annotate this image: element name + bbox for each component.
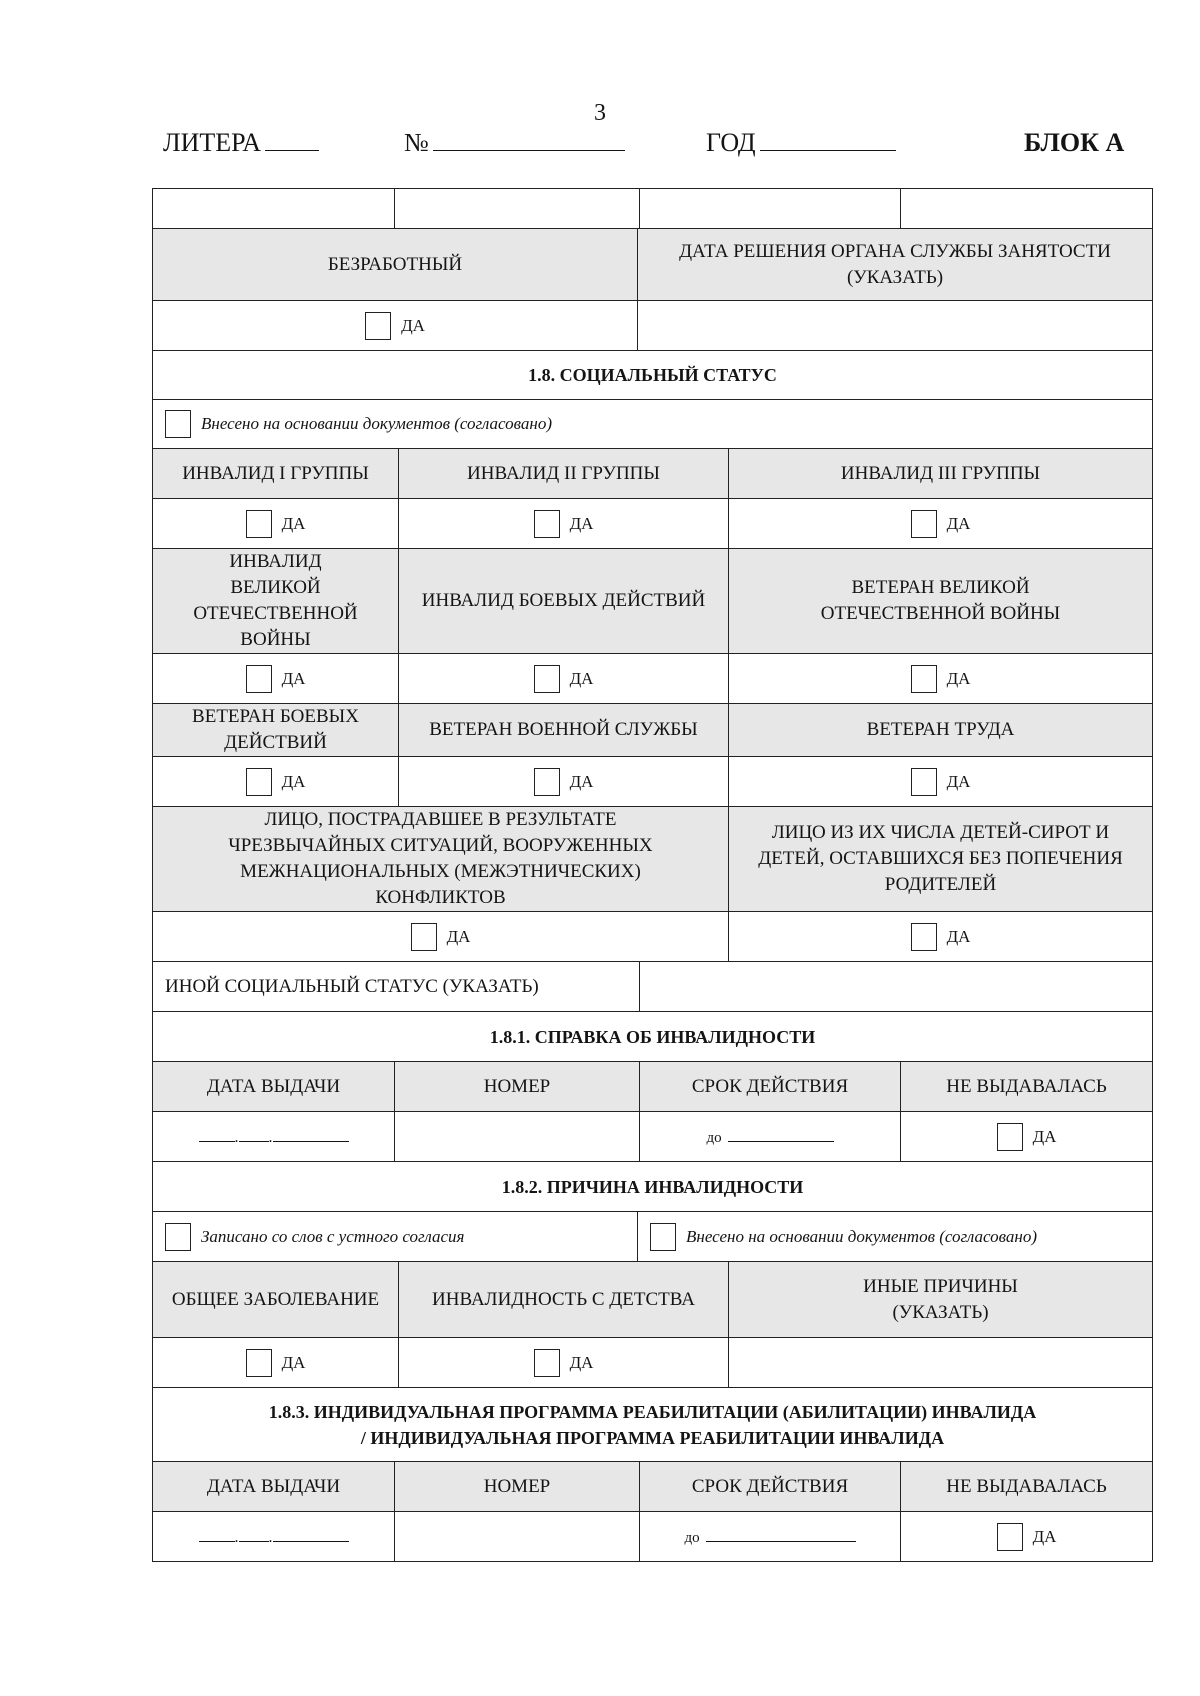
program-issue-date-input[interactable]: . . bbox=[153, 1512, 395, 1562]
program-title-row bbox=[153, 1388, 1153, 1462]
yes-label: ДА bbox=[281, 771, 306, 791]
disabled-group-1-checkbox[interactable] bbox=[246, 510, 272, 538]
oral-consent-label: Записано со слов с устного согласия bbox=[201, 1226, 465, 1246]
number-input-line[interactable] bbox=[433, 128, 625, 151]
employment-decision-date-label: ДАТА РЕШЕНИЯ ОРГАНА СЛУЖБЫ ЗАНЯТОСТИ (УКАЗАТЬ) bbox=[638, 229, 1153, 301]
military-service-veteran-checkbox[interactable] bbox=[534, 768, 560, 796]
documents-confirmed-checkbox[interactable] bbox=[165, 410, 191, 438]
orphan-label: ЛИЦО ИЗ ИХ ЧИСЛА ДЕТЕЙ-СИРОТ И ДЕТЕЙ, ОСТАВШИХСЯ БЕЗ ПОПЕЧЕНИЯ РОДИТЕЛЕЙ bbox=[729, 807, 1153, 912]
yes-label: ДА bbox=[1032, 1126, 1057, 1146]
yes-label: ДА bbox=[946, 771, 971, 791]
combat-disabled-cell bbox=[399, 654, 729, 704]
general-illness-cell bbox=[153, 1338, 399, 1388]
disabled-group-1-label: ИНВАЛИД I ГРУППЫ bbox=[153, 449, 399, 499]
yes-label: ДА bbox=[946, 513, 971, 533]
unemployed-yes-cell bbox=[153, 301, 638, 351]
yes-label: ДА bbox=[569, 513, 594, 533]
yes-label: ДА bbox=[281, 668, 306, 688]
yes-label: ДА bbox=[569, 771, 594, 791]
unemployed-checkbox[interactable] bbox=[365, 312, 391, 340]
other-causes-input[interactable] bbox=[729, 1338, 1153, 1388]
emergency-victim-checkbox[interactable] bbox=[411, 923, 437, 951]
oral-consent-cell bbox=[153, 1212, 638, 1262]
program-not-issued-label: НЕ ВЫДАВАЛАСЬ bbox=[901, 1462, 1153, 1512]
yes-label: ДА bbox=[281, 513, 306, 533]
certificate-value-row bbox=[153, 1112, 1153, 1162]
war-veterans-value-row bbox=[153, 654, 1153, 704]
disability-group-value-row bbox=[153, 499, 1153, 549]
certificate-number-label: НОМЕР bbox=[395, 1062, 640, 1112]
program-number-input[interactable] bbox=[395, 1512, 640, 1562]
general-illness-checkbox[interactable] bbox=[246, 1349, 272, 1377]
disabled-group-2-cell bbox=[399, 499, 729, 549]
ww2-veteran-cell bbox=[729, 654, 1153, 704]
documents-confirmed-label: Внесено на основании документов (согласовано) bbox=[201, 414, 552, 433]
emergency-victim-label: ЛИЦО, ПОСТРАДАВШЕЕ В РЕЗУЛЬТАТЕ ЧРЕЗВЫЧАЙНЫХ СИТУАЦИЙ, ВООРУЖЕННЫХ МЕЖНАЦИОНАЛЬНЫХ (МЕЖЭТНИЧЕСКИХ) КОНФЛИКТОВ bbox=[153, 807, 729, 912]
social-status-title-row bbox=[153, 351, 1153, 400]
cause-value-row bbox=[153, 1338, 1153, 1388]
yes-label: ДА bbox=[401, 315, 425, 335]
cause-documents-cell bbox=[638, 1212, 1153, 1262]
page-number: 3 bbox=[594, 100, 606, 126]
veterans-value-row bbox=[153, 757, 1153, 807]
orphan-cell bbox=[729, 912, 1153, 962]
combat-veteran-label: ВЕТЕРАН БОЕВЫХ ДЕЙСТВИЙ bbox=[153, 704, 399, 757]
program-not-issued-checkbox[interactable] bbox=[997, 1523, 1023, 1551]
yes-label: ДА bbox=[281, 1352, 306, 1372]
social-status-title: 1.8. СОЦИАЛЬНЫЙ СТАТУС bbox=[153, 351, 1153, 400]
other-status-label: ИНОЙ СОЦИАЛЬНЫЙ СТАТУС (УКАЗАТЬ) bbox=[153, 962, 640, 1012]
disabled-group-3-label: ИНВАЛИД III ГРУППЫ bbox=[729, 449, 1153, 499]
program-not-issued-cell bbox=[901, 1512, 1153, 1562]
unemployment-value-row bbox=[153, 301, 1153, 351]
combat-veteran-checkbox[interactable] bbox=[246, 768, 272, 796]
childhood-disability-label: ИНВАЛИДНОСТЬ С ДЕТСТВА bbox=[399, 1262, 729, 1338]
rehabilitation-program-title bbox=[153, 1388, 1153, 1462]
labour-veteran-checkbox[interactable] bbox=[911, 768, 937, 796]
unemployment-header-row bbox=[153, 229, 1153, 301]
disability-certificate-title: 1.8.1. СПРАВКА ОБ ИНВАЛИДНОСТИ bbox=[153, 1012, 1153, 1062]
other-status-row bbox=[153, 962, 1153, 1012]
certificate-validity-label: СРОК ДЕЙСТВИЯ bbox=[640, 1062, 901, 1112]
veterans-header-row bbox=[153, 704, 1153, 757]
yes-label: ДА bbox=[946, 926, 971, 946]
top-blank-row bbox=[153, 189, 1153, 229]
labour-veteran-cell bbox=[729, 757, 1153, 807]
certificate-header-row bbox=[153, 1062, 1153, 1112]
certificate-validity-input[interactable] bbox=[640, 1112, 901, 1162]
disability-cause-title: 1.8.2. ПРИЧИНА ИНВАЛИДНОСТИ bbox=[153, 1162, 1153, 1212]
program-validity-input[interactable] bbox=[640, 1512, 901, 1562]
yes-label: ДА bbox=[1032, 1526, 1057, 1546]
cause-title-row bbox=[153, 1162, 1153, 1212]
emergency-orphans-header-row bbox=[153, 807, 1153, 912]
employment-decision-date-input[interactable] bbox=[638, 301, 1153, 351]
block-label: БЛОК А bbox=[1024, 128, 1125, 157]
documents-confirmed-cell bbox=[153, 400, 1153, 449]
emergency-orphans-value-row bbox=[153, 912, 1153, 962]
ww2-disabled-label: ИНВАЛИД ВЕЛИКОЙ ОТЕЧЕСТВЕННОЙ ВОЙНЫ bbox=[153, 549, 399, 654]
program-number-label: НОМЕР bbox=[395, 1462, 640, 1512]
oral-consent-checkbox[interactable] bbox=[165, 1223, 191, 1251]
blank-cell[interactable] bbox=[395, 189, 640, 229]
disabled-group-1-cell bbox=[153, 499, 399, 549]
war-veterans-header-row bbox=[153, 549, 1153, 654]
blank-cell[interactable] bbox=[640, 189, 901, 229]
childhood-disability-cell bbox=[399, 1338, 729, 1388]
cause-header-row bbox=[153, 1262, 1153, 1338]
certificate-title-row bbox=[153, 1012, 1153, 1062]
year-field bbox=[706, 128, 896, 158]
unemployed-label: БЕЗРАБОТНЫЙ bbox=[153, 229, 638, 301]
year-label: ГОД bbox=[706, 128, 756, 157]
blank-cell[interactable] bbox=[901, 189, 1153, 229]
rehabilitation-program-title-line1: 1.8.3. ИНДИВИДУАЛЬНАЯ ПРОГРАММА РЕАБИЛИТАЦИИ (АБИЛИТАЦИИ) ИНВАЛИДА bbox=[268, 1401, 1037, 1422]
program-header-row bbox=[153, 1462, 1153, 1512]
until-label: до bbox=[684, 1529, 700, 1546]
childhood-disability-checkbox[interactable] bbox=[534, 1349, 560, 1377]
other-status-input[interactable] bbox=[640, 962, 1153, 1012]
disabled-group-3-cell bbox=[729, 499, 1153, 549]
disabled-group-3-checkbox[interactable] bbox=[911, 510, 937, 538]
general-illness-label: ОБЩЕЕ ЗАБОЛЕВАНИЕ bbox=[153, 1262, 399, 1338]
program-issue-date-label: ДАТА ВЫДАЧИ bbox=[153, 1462, 395, 1512]
certificate-number-input[interactable] bbox=[395, 1112, 640, 1162]
yes-label: ДА bbox=[569, 1352, 594, 1372]
combat-veteran-cell bbox=[153, 757, 399, 807]
social-status-note-row bbox=[153, 400, 1153, 449]
orphan-checkbox[interactable] bbox=[911, 923, 937, 951]
combat-disabled-checkbox[interactable] bbox=[534, 665, 560, 693]
certificate-not-issued-cell bbox=[901, 1112, 1153, 1162]
blank-cell[interactable] bbox=[153, 189, 395, 229]
military-service-veteran-cell bbox=[399, 757, 729, 807]
year-input-line[interactable] bbox=[760, 128, 896, 151]
ww2-veteran-checkbox[interactable] bbox=[911, 665, 937, 693]
disabled-group-2-checkbox[interactable] bbox=[534, 510, 560, 538]
litera-label: ЛИТЕРА bbox=[163, 128, 262, 157]
number-label: № bbox=[404, 128, 429, 157]
military-service-veteran-label: ВЕТЕРАН ВОЕННОЙ СЛУЖБЫ bbox=[399, 704, 729, 757]
until-label: до bbox=[706, 1129, 722, 1146]
program-validity-label: СРОК ДЕЙСТВИЯ bbox=[640, 1462, 901, 1512]
number-field bbox=[404, 128, 625, 158]
program-value-row bbox=[153, 1512, 1153, 1562]
yes-label: ДА bbox=[946, 668, 971, 688]
yes-label: ДА bbox=[569, 668, 594, 688]
certificate-not-issued-checkbox[interactable] bbox=[997, 1123, 1023, 1151]
social-status-form bbox=[152, 188, 1153, 1562]
emergency-victim-cell bbox=[153, 912, 729, 962]
disabled-group-2-label: ИНВАЛИД II ГРУППЫ bbox=[399, 449, 729, 499]
labour-veteran-label: ВЕТЕРАН ТРУДА bbox=[729, 704, 1153, 757]
yes-label: ДА bbox=[446, 926, 471, 946]
certificate-not-issued-label: НЕ ВЫДАВАЛАСЬ bbox=[901, 1062, 1153, 1112]
rehabilitation-program-title-line2: / ИНДИВИДУАЛЬНАЯ ПРОГРАММА РЕАБИЛИТАЦИИ ИНВАЛИДА bbox=[360, 1427, 945, 1448]
certificate-issue-date-input[interactable]: . . bbox=[153, 1112, 395, 1162]
combat-disabled-label: ИНВАЛИД БОЕВЫХ ДЕЙСТВИЙ bbox=[399, 549, 729, 654]
certificate-issue-date-label: ДАТА ВЫДАЧИ bbox=[153, 1062, 395, 1112]
cause-documents-label: Внесено на основании документов (согласовано) bbox=[686, 1226, 1037, 1246]
litera-input-line[interactable] bbox=[265, 128, 319, 151]
ww2-disabled-cell bbox=[153, 654, 399, 704]
litera-field bbox=[163, 128, 319, 158]
cause-consent-row bbox=[153, 1212, 1153, 1262]
other-causes-label: ИНЫЕ ПРИЧИНЫ (УКАЗАТЬ) bbox=[729, 1262, 1153, 1338]
cause-documents-checkbox[interactable] bbox=[650, 1223, 676, 1251]
ww2-disabled-checkbox[interactable] bbox=[246, 665, 272, 693]
ww2-veteran-label: ВЕТЕРАН ВЕЛИКОЙ ОТЕЧЕСТВЕННОЙ ВОЙНЫ bbox=[729, 549, 1153, 654]
disability-group-header-row bbox=[153, 449, 1153, 499]
